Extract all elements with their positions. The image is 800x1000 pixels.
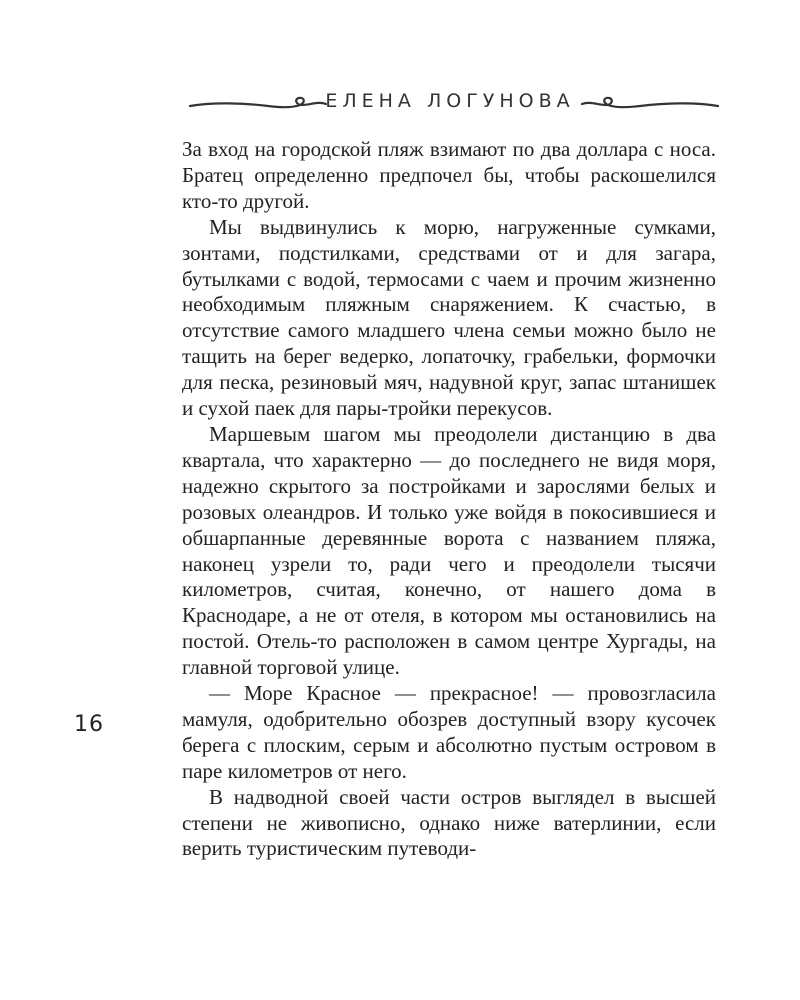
paragraph: Маршевым шагом мы преодолели дистанцию в два квартала, что характерно — до последнего не видя моря, надежно скрытого за постройками и зарослями белых и розовых олеандров. И только уже войдя в покосившиеся и обшарпанные деревянные ворота с названием пляжа, наконец узрели то, ради чего и преодолели тысячи километров, считая, конечно, от нашего дома в Краснодаре, а не от отеля, в котором мы остановились на постой. Отель-то расположен в самом центре Хургады, на главной торговой улице. — [182, 421, 716, 680]
right-flourish-ornament — [580, 92, 720, 116]
paragraph: — Море Красное — прекрасное! — провозгласила мамуля, одобрительно обозрев доступный взору кусочек берега с плоским, серым и абсолютно пустым островом в паре километров от него. — [182, 681, 716, 783]
body-text — [182, 137, 716, 862]
page-number: 16 — [74, 712, 104, 737]
paragraph: За вход на городской пляж взимают по два доллара с носа. Братец определенно предпочел бы, чтобы раскошелился кто-то другой. — [182, 137, 716, 213]
author-name: ЕЛЕНА ЛОГУНОВА — [325, 90, 575, 112]
running-header — [180, 84, 720, 124]
paragraph: Мы выдвинулись к морю, нагруженные сумками, зонтами, подстилками, средствами от и для загара, бутылками с водой, термосами с чаем и прочим жизненно необходимым пляжным снаряжением. К счастью, в отсутствие самого младшего члена семьи можно было не тащить на берег ведерко, лопаточку, грабельки, формочки для песка, резиновый мяч, надувной круг, запас штанишек и сухой паек для пары-тройки перекусов. — [182, 214, 716, 421]
paragraph: В надводной своей части остров выглядел в высшей степени не живописно, однако ниже ватерлинии, если верить туристическим путеводи- — [182, 784, 716, 861]
